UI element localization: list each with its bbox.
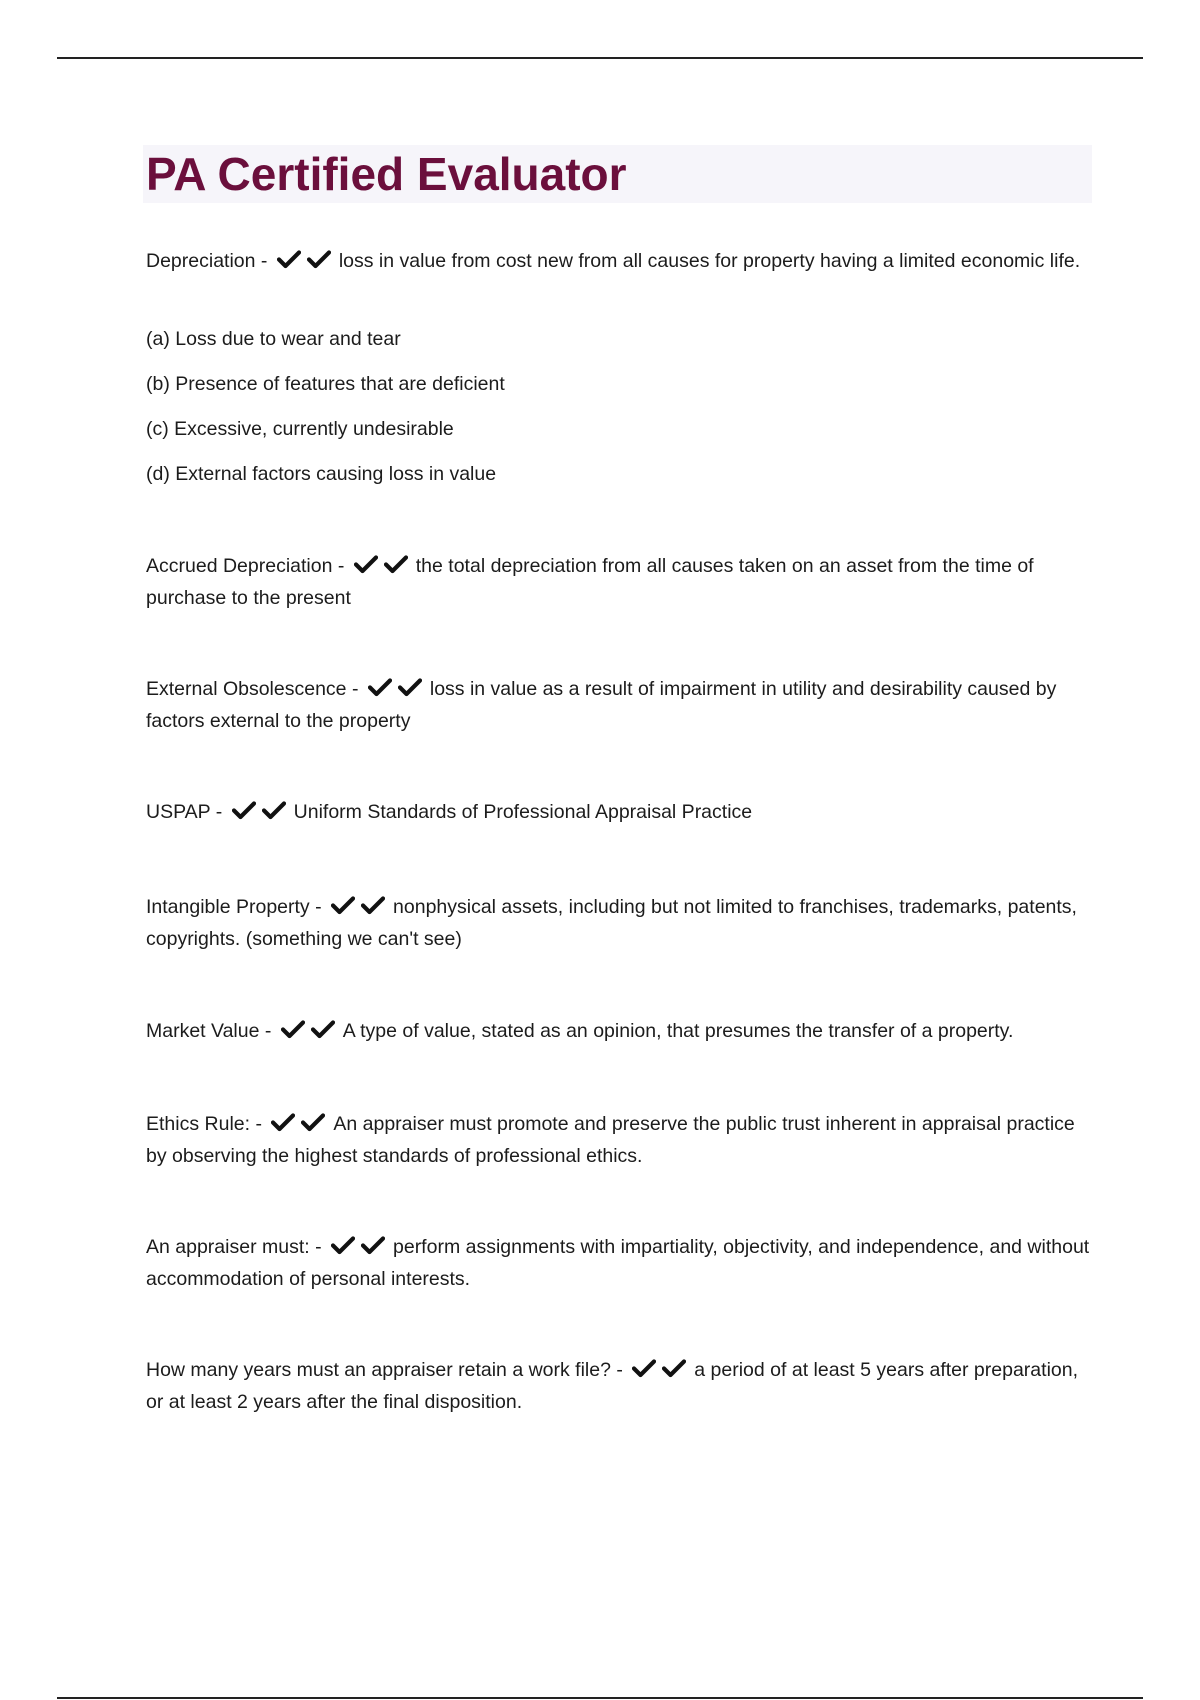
check-icon — [301, 1112, 325, 1132]
check-icon — [398, 677, 422, 697]
entry-uspap — [146, 797, 1096, 829]
check-icon — [361, 1235, 385, 1255]
check-icon — [331, 895, 355, 915]
check-icon — [311, 1019, 335, 1039]
entry-appraiser-must — [146, 1232, 1096, 1294]
top-divider — [57, 57, 1143, 59]
entry-term: Market Value - — [146, 1020, 272, 1042]
check-icon — [262, 800, 286, 820]
check-pair — [632, 1357, 692, 1387]
entry-definition: perform assignments with impartiality, objectivity, and independence, and without accommodation of personal interests. — [146, 1236, 1090, 1290]
check-icon — [632, 1358, 656, 1378]
entry-definition: A type of value, stated as an opinion, that presumes the transfer of a property. — [342, 1020, 1014, 1042]
check-icon — [281, 1019, 305, 1039]
check-pair — [354, 553, 414, 583]
check-pair — [281, 1018, 341, 1048]
subitem-c: (c) Excessive, currently undesirable — [146, 418, 454, 440]
entry-work-file-retention — [146, 1355, 1096, 1417]
check-pair — [331, 894, 391, 924]
check-icon — [331, 1235, 355, 1255]
check-pair — [232, 799, 292, 829]
check-icon — [271, 1112, 295, 1132]
subitem-b: (b) Presence of features that are deficient — [146, 373, 505, 395]
entry-term: External Obsolescence - — [146, 678, 359, 700]
bottom-divider — [57, 1697, 1143, 1699]
subitem-d: (d) External factors causing loss in value — [146, 463, 497, 485]
entry-term: Intangible Property - — [146, 896, 322, 918]
entry-term: Depreciation - — [146, 250, 268, 272]
check-icon — [384, 554, 408, 574]
entry-definition: Uniform Standards of Professional Appraisal Practice — [293, 801, 753, 823]
check-pair — [331, 1234, 391, 1264]
page-title: PA Certified Evaluator — [146, 148, 627, 200]
entry-definition: a period of at least 5 years after preparation, or at least 2 years after the final disposition. — [146, 1359, 1079, 1413]
entry-definition: loss in value as a result of impairment in utility and desirability caused by factors external to the property — [146, 678, 1057, 732]
check-icon — [368, 677, 392, 697]
check-icon — [277, 249, 301, 269]
entry-accrued-depreciation — [146, 551, 1096, 613]
check-pair — [271, 1111, 331, 1141]
check-icon — [354, 554, 378, 574]
check-pair — [368, 676, 428, 706]
entry-term: An appraiser must: - — [146, 1236, 322, 1258]
entry-term: How many years must an appraiser retain a work file? - — [146, 1359, 623, 1381]
entry-ethics-rule — [146, 1109, 1096, 1171]
entry-depreciation — [146, 246, 1096, 278]
entry-term: Accrued Depreciation - — [146, 555, 345, 577]
entry-intangible-property — [146, 892, 1096, 954]
check-icon — [361, 895, 385, 915]
entry-term: Ethics Rule: - — [146, 1113, 262, 1135]
entry-term: USPAP - — [146, 801, 223, 823]
check-icon — [662, 1358, 686, 1378]
entry-definition: the total depreciation from all causes taken on an asset from the time of purchase to the present — [146, 555, 1034, 609]
entry-external-obsolescence — [146, 674, 1096, 736]
check-pair — [277, 248, 337, 278]
check-icon — [232, 800, 256, 820]
subitem-a: (a) Loss due to wear and tear — [146, 328, 401, 350]
entry-definition: An appraiser must promote and preserve the public trust inherent in appraisal practice by observing the highest standards of professional ethics. — [146, 1113, 1075, 1167]
check-icon — [307, 249, 331, 269]
entry-market-value — [146, 1016, 1096, 1048]
entry-definition: loss in value from cost new from all causes for property having a limited economic life. — [338, 250, 1081, 272]
entry-definition: nonphysical assets, including but not limited to franchises, trademarks, patents, copyrights. (something we can't see) — [146, 896, 1077, 950]
